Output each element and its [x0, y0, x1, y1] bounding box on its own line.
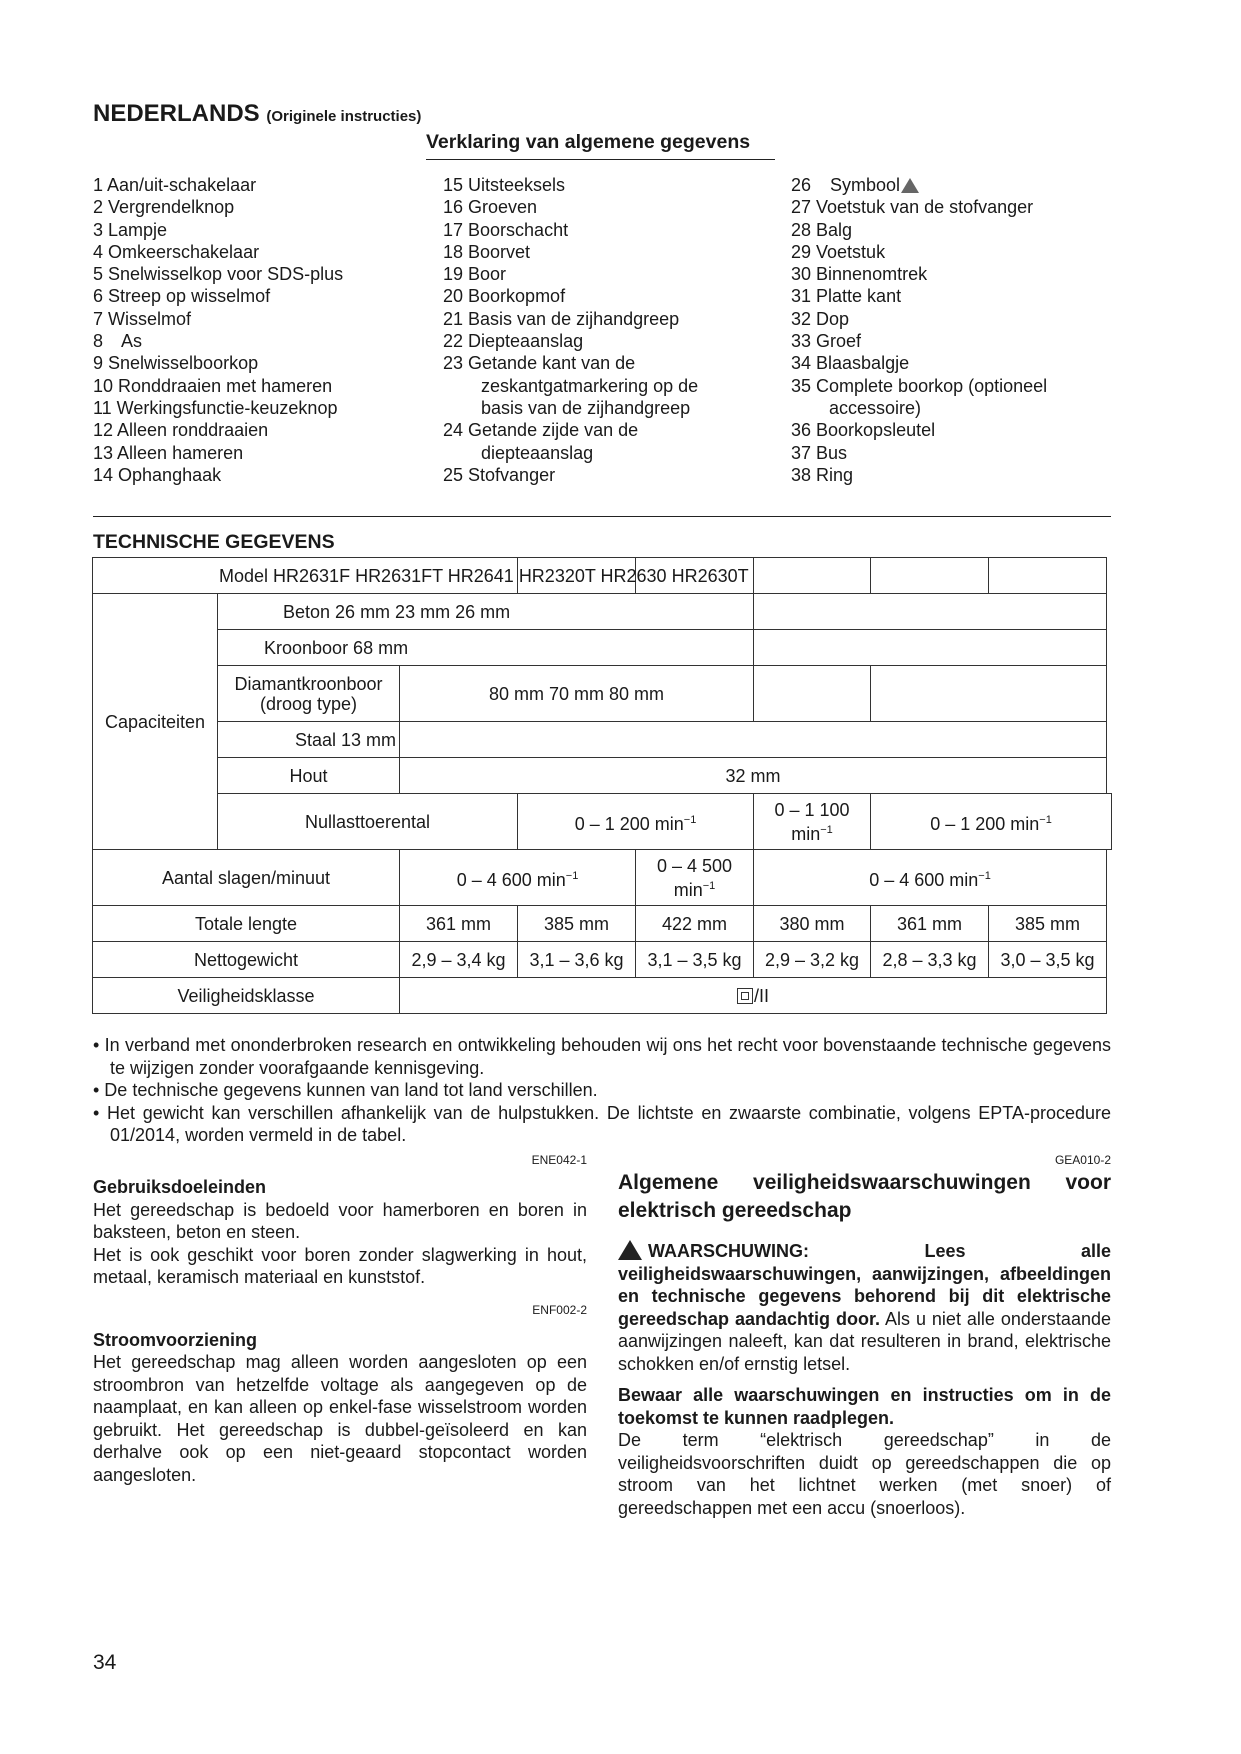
spec-notes [93, 1034, 1111, 1147]
slagen-c [754, 850, 1107, 906]
legend-item: 17 Boorschacht [443, 219, 569, 240]
right-column [618, 1153, 1111, 1519]
legend-item: 23 Getande kant van de [443, 353, 636, 374]
legend-item: 34 Blaasbalgje [791, 353, 910, 374]
section-rule [93, 516, 1111, 517]
code-ene: ENE042-1 [531, 1153, 587, 1167]
legend-item: 4 Omkeerschakelaar [93, 241, 260, 262]
safety-title: Algemene veiligheidswaarschuwingen voor elektrisch gereedschap [618, 1171, 1111, 1222]
legend-item: 15 Uitsteeksels [443, 175, 566, 195]
note-item: • De technische gegevens kunnen van land tot land verschillen. [93, 1080, 598, 1100]
legend-item: 27 Voetstuk van de stofvanger [791, 197, 1034, 218]
legend-title: Verklaring van algemene gegevens [426, 131, 751, 153]
nullast-b-line-1: 0 – 1 100 [774, 799, 850, 820]
legend-item: 35 Complete boorkop (optioneel [791, 375, 1048, 396]
legend-item: 19 Boor [443, 264, 507, 285]
power-text: Het gereedschap mag alleen worden aangesloten op een stroombron van hetzelfde voltage als aangegeven op de naamplaat, en kan alleen op enkel-fase wisselstroom worden gebruikt. Het gereedschap is dubbel-geïsoleerd en kan derhalve ook op een niet-geaard stopcontact worden aangesloten. [93, 1352, 587, 1485]
legend-item: 36 Boorkopsleutel [791, 420, 936, 441]
code-gea: GEA010-2 [1054, 1153, 1111, 1167]
weight-cell: 3,1 – 3,6 kg [518, 942, 636, 978]
legend-item: 33 Groef [791, 331, 862, 352]
nullast-a [518, 794, 754, 850]
beton-row [93, 594, 1112, 630]
weight-cell: 3,1 – 3,5 kg [636, 942, 754, 978]
legend-item: 38 Ring [791, 464, 854, 485]
legend-item: 3 Lampje [93, 219, 168, 240]
use-text-1: Het gereedschap is bedoeld voor hamerboren en boren in baksteen, beton en steen. [93, 1199, 587, 1242]
legend-item: 30 Binnenomtrek [791, 264, 928, 285]
code-enf: ENF002-2 [532, 1302, 587, 1317]
legend-item: 11 Werkingsfunctie-keuzeknop [93, 397, 338, 418]
length-cell: 385 mm [518, 906, 636, 942]
nullast-label: Nullasttoerental [218, 794, 518, 850]
legend-column-3 [791, 174, 1047, 486]
legend-rule [426, 159, 775, 160]
diamant-label [218, 666, 400, 722]
page-title [93, 100, 421, 128]
length-cell: 422 mm [636, 906, 754, 942]
staal-row [93, 722, 1112, 758]
legend-item: 7 Wisselmof [93, 308, 192, 329]
note-item: • Het gewicht kan verschillen afhankelijk van de hulpstukken. De lichtste en zwaarste combinatie, volgens EPTA-procedure 01/2014, worden vermeld in de tabel. [93, 1102, 1111, 1145]
keep-title: Bewaar alle waarschuwingen en instructies om in de toekomst te kunnen raadplegen. [618, 1385, 1111, 1428]
legend-item: 16 Groeven [443, 197, 538, 218]
legend-item: 25 Stofvanger [443, 464, 556, 485]
legend-item: accessoire) [829, 397, 922, 418]
nullast-b [754, 794, 871, 850]
slagen-b-line-2: min [673, 879, 703, 900]
exponent: −1 [820, 823, 833, 836]
legend-item: 18 Boorvet [443, 241, 531, 262]
spec-table [92, 557, 1112, 1014]
legend-item: 6 Streep op wisselmof [93, 286, 271, 307]
double-insulation-icon [737, 988, 753, 1004]
legend-item: 14 Ophanghaak [93, 464, 222, 485]
slagen-row [93, 850, 1112, 906]
staal-cell: Staal 13 mm [218, 722, 400, 758]
weight-label: Nettogewicht [93, 942, 400, 978]
legend-item [791, 174, 1047, 196]
capacity-label: Capaciteiten [93, 594, 218, 850]
exponent: −1 [702, 879, 716, 892]
length-cell: 361 mm [871, 906, 989, 942]
page-number: 34 [93, 1651, 117, 1674]
legend-item: zeskantgatmarkering op de [481, 375, 699, 396]
exponent: −1 [1039, 813, 1052, 826]
legend-item: 24 Getande zijde van de [443, 420, 639, 441]
legend-item: 28 Balg [791, 219, 853, 240]
diamant-label-line-1: Diamantkroonboor [234, 673, 383, 694]
slagen-a [400, 850, 636, 906]
legend-item: 10 Ronddraaien met hameren [93, 375, 333, 396]
length-cell: 361 mm [400, 906, 518, 942]
length-row [93, 906, 1112, 942]
power-title: Stroomvoorziening [93, 1329, 258, 1350]
warning-paragraph [618, 1237, 1111, 1375]
warning-text: Als u niet alle onderstaande aanwijzingen naleeft, kan dat resulteren in brand, elektrische schokken en/of ernstig letsel. [618, 1308, 1111, 1374]
warning-triangle-icon [901, 178, 919, 193]
legend-item: 9 Snelwisselboorkop [93, 353, 259, 374]
warning-icon [618, 1240, 642, 1260]
safety-value [400, 978, 1107, 1014]
diamant-label-line-2: (droog type) [259, 693, 358, 714]
warning-bold: WAARSCHUWING: Lees alle veiligheidswaarschuwingen, aanwijzingen, afbeeldingen en technische gegevens behorend bij dit elektrische gereedschap aandachtig door. [618, 1241, 1111, 1329]
hout-label: Hout [218, 758, 400, 794]
slagen-b-line-1: 0 – 4 500 [656, 855, 733, 876]
nullast-c [871, 794, 1112, 850]
legend-item: 21 Basis van de zijhandgreep [443, 308, 680, 329]
weight-row [93, 942, 1112, 978]
nullast-c-text: 0 – 1 200 min [930, 813, 1040, 834]
legend-item: 37 Bus [791, 442, 848, 463]
exponent: −1 [683, 813, 697, 826]
diamant-row [93, 666, 1112, 722]
use-text-2: Het is ook geschikt voor boren zonder slagwerking in hout, metaal, keramisch materiaal en kunststof. [93, 1244, 587, 1287]
legend-column-1 [93, 174, 343, 486]
weight-cell: 3,0 – 3,5 kg [989, 942, 1107, 978]
legend-item: 8 As [93, 331, 143, 352]
kroonboor-row [93, 630, 1112, 666]
length-cell: 380 mm [754, 906, 871, 942]
legend-item: 32 Dop [791, 308, 850, 329]
keep-text: De term “elektrisch gereedschap” in de veiligheidsvoorschriften duidt op gereedschappen die op stroom van het lichtnet werken (met snoer) of gereedschappen met een accu (snoerloos). [618, 1430, 1111, 1518]
nullast-b-line-2: min [791, 823, 821, 844]
legend-item: 22 Diepteaanslag [443, 331, 584, 352]
safety-label: Veiligheidsklasse [93, 978, 400, 1014]
weight-cell: 2,9 – 3,2 kg [754, 942, 871, 978]
beton-row-text: Beton 26 mm 23 mm 26 mm [283, 602, 511, 622]
legend-item: 5 Snelwisselkop voor SDS-plus [93, 264, 344, 285]
model-row-text: Model HR2631F HR2631FT HR2641 HR2320T HR2630 HR2630T [219, 566, 749, 586]
slagen-label: Aantal slagen/minuut [93, 850, 400, 906]
note-item: • In verband met ononderbroken research en ontwikkeling behouden wij ons het recht voor bovenstaande technische gegevens te wijzigen zonder voorafgaande kennisgeving. [93, 1035, 1111, 1078]
legend-item: 29 Voetstuk [791, 241, 886, 262]
hout-row [93, 758, 1112, 794]
legend-item: 31 Platte kant [791, 286, 902, 307]
weight-cell: 2,9 – 3,4 kg [400, 942, 518, 978]
left-column [93, 1153, 587, 1486]
language-title: NEDERLANDS [93, 100, 260, 127]
slagen-b [636, 850, 754, 906]
length-cell: 385 mm [989, 906, 1107, 942]
nullast-row [93, 794, 1112, 850]
slagen-a-text: 0 – 4 600 min [456, 869, 566, 890]
length-label: Totale lengte [93, 906, 400, 942]
safety-class-text: /II [753, 985, 769, 1006]
exponent: −1 [565, 869, 579, 882]
legend-item-text: 26 Symbool [791, 175, 901, 195]
legend-item: 12 Alleen ronddraaien [93, 420, 269, 441]
legend-item: basis van de zijhandgreep [481, 397, 691, 418]
legend-item: 13 Alleen hameren [93, 442, 244, 463]
nullast-a-text: 0 – 1 200 min [574, 813, 684, 834]
legend-item: 1 Aan/uit-schakelaar [93, 175, 257, 195]
subtitle: (Originele instructies) [266, 108, 422, 125]
hout-value: 32 mm [400, 758, 1107, 794]
safety-row [93, 978, 1112, 1014]
legend-item: 20 Boorkopmof [443, 286, 566, 307]
diamant-values: 80 mm 70 mm 80 mm [400, 666, 754, 722]
kroonboor-row-text: Kroonboor 68 mm [264, 638, 409, 658]
legend-column-2 [443, 174, 698, 486]
specs-title: TECHNISCHE GEGEVENS [93, 531, 335, 553]
slagen-c-text: 0 – 4 600 min [869, 869, 979, 890]
use-title: Gebruiksdoeleinden [93, 1177, 267, 1197]
legend-item: 2 Vergrendelknop [93, 197, 235, 218]
legend-item: diepteaanslag [481, 442, 594, 463]
weight-cell: 2,8 – 3,3 kg [871, 942, 989, 978]
exponent: −1 [978, 869, 991, 882]
